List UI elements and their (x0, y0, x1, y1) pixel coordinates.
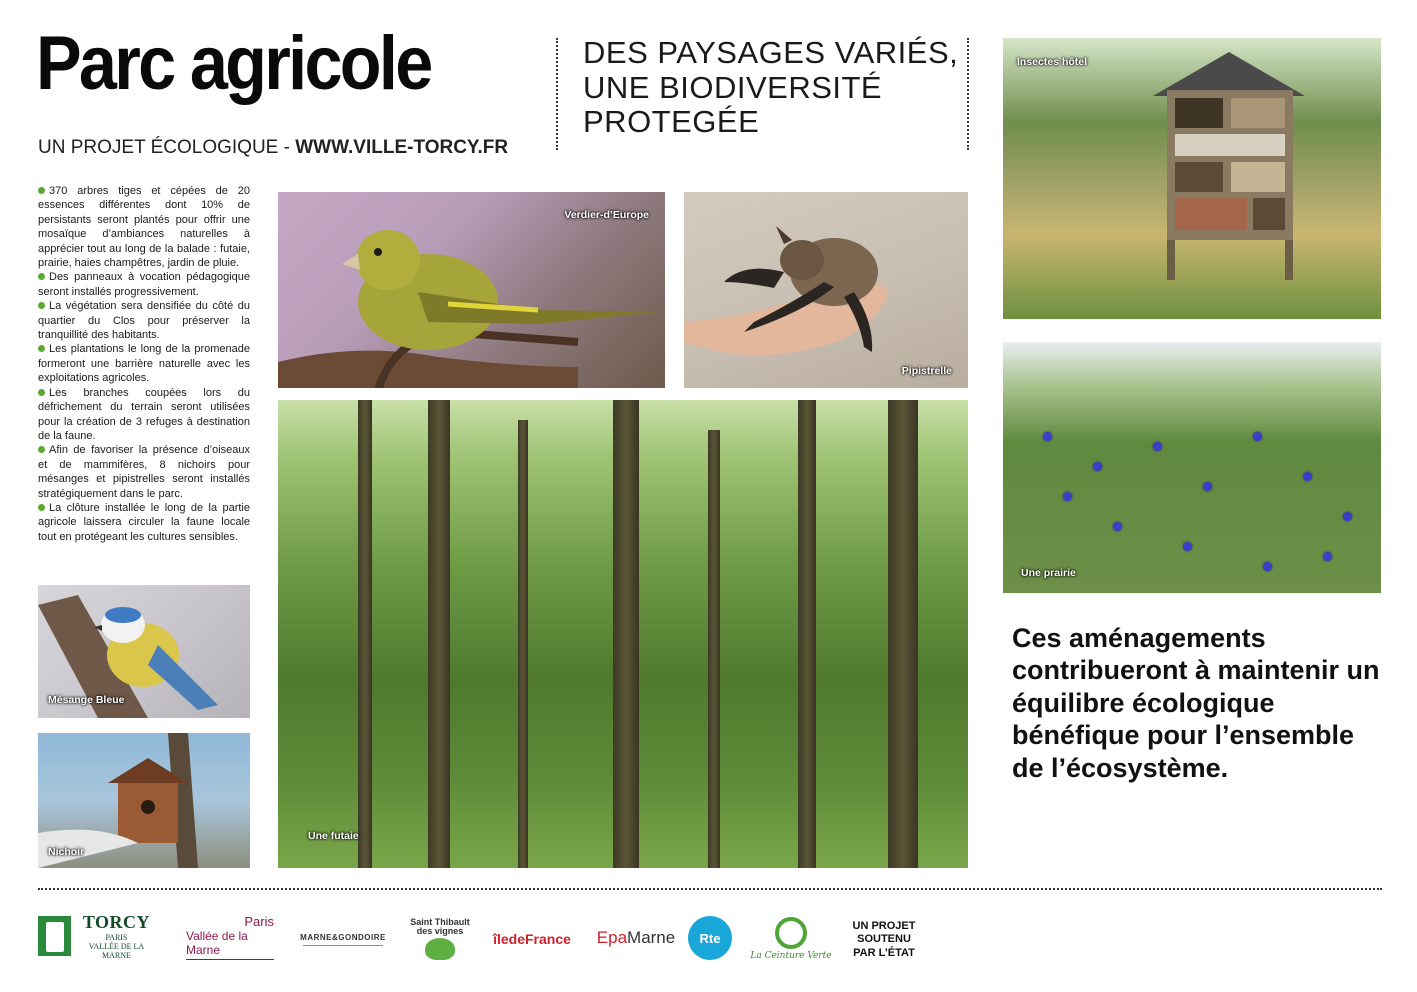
photo-pipistrelle (684, 192, 968, 388)
cornflower-icon (1343, 512, 1352, 521)
tree-trunk (708, 430, 720, 868)
photo-caption: Insectes hôtel (1017, 56, 1088, 68)
vertical-divider-left (556, 38, 558, 150)
list-item (38, 386, 250, 444)
ring-icon (775, 917, 807, 949)
photo-futaie (278, 400, 968, 868)
page-title: Parc agricole (36, 21, 431, 106)
insect-hotel-illustration (1003, 38, 1381, 319)
logo-ceinture-verte[interactable] (746, 912, 836, 966)
body-text (38, 184, 250, 544)
cornflower-icon (1303, 472, 1312, 481)
paragraph-text: La clôture installée le long de la partie agricole laissera circuler la faune locale tout en protégeant les cultures sensibles. (38, 501, 250, 543)
cornflower-icon (1113, 522, 1122, 531)
tree-trunk (428, 400, 450, 868)
headline-line: DES PAYSAGES VARIÉS, (583, 35, 959, 70)
logo-epamarne[interactable] (594, 924, 678, 952)
headline-line: UNE BIODIVERSITÉ (583, 69, 883, 105)
cornflower-icon (1093, 462, 1102, 471)
logo-text: UN PROJET (852, 920, 916, 933)
list-item (38, 184, 250, 270)
photo-caption: Pipistrelle (901, 365, 952, 377)
bullet-icon (38, 504, 45, 511)
photo-mesange (38, 585, 250, 718)
photo-caption: Une prairie (1021, 567, 1076, 579)
logo-torcy[interactable] (38, 914, 158, 958)
paragraph-text: Afin de favoriser la présence d’oiseaux et de mammifères, 8 nichoirs pour mésanges et pipistrelles seront installés stratégiquement dans le parc. (38, 444, 250, 500)
logo-marne-gondoire[interactable]: MARNE&GONDOIRE (303, 930, 383, 946)
conclusion-text: Ces aménagements contribueront à maintenir un équilibre écologique bénéfique pour l’ensemble de l’écosystème. (1012, 623, 1380, 783)
website-link[interactable]: WWW.VILLE-TORCY.FR (295, 137, 509, 158)
cornflower-icon (1043, 432, 1052, 441)
logo-etat (844, 918, 924, 962)
logo-text: Saint Thibault des vignes (410, 917, 470, 936)
list-item (38, 443, 250, 501)
tree-trunk (888, 400, 918, 868)
paragraph-text: Les branches coupées lors du défrichement du terrain seront utilisées pour la création de 3 refuges à destination de la faune. (38, 386, 250, 442)
logo-rte[interactable]: Rte (688, 916, 732, 960)
list-item (38, 342, 250, 385)
cornflower-icon (1183, 542, 1192, 551)
cornflower-icon (1203, 482, 1212, 491)
cornflower-icon (1063, 492, 1072, 501)
torcy-name: TORCY (82, 912, 151, 932)
bullet-icon (38, 273, 45, 280)
headline (583, 36, 958, 140)
leaf-icon (425, 938, 455, 960)
photo-caption: Nichoir (48, 846, 85, 858)
list-item (38, 299, 250, 342)
torcy-emblem-icon (38, 916, 71, 956)
partner-logos (38, 912, 1382, 968)
logo-text: SOUTENU (857, 933, 911, 946)
subtitle-text: UN PROJET ÉCOLOGIQUE - (38, 137, 296, 158)
cornflower-icon (1153, 442, 1162, 451)
photo-prairie (1003, 342, 1381, 593)
tree-trunk (613, 400, 639, 868)
cornflower-icon (1323, 552, 1332, 561)
tree-trunk (358, 400, 372, 868)
bat-illustration (684, 192, 968, 388)
list-item (38, 501, 250, 544)
bullet-icon (38, 345, 45, 352)
tree-trunk (798, 400, 816, 868)
bullet-icon (38, 302, 45, 309)
headline-line: PROTEGÉE (583, 104, 760, 140)
bullet-icon (38, 389, 45, 396)
photo-caption: Mésange Bleue (48, 694, 125, 706)
horizontal-divider (38, 888, 1382, 890)
logo-paris-vallee[interactable] (186, 914, 274, 960)
logo-text: Paris (244, 914, 274, 929)
cornflower-icon (1253, 432, 1262, 441)
paragraph-text: La végétation sera densifiée du côté du quartier du Clos pour préserver la tranquillité des habitants. (38, 300, 250, 342)
logo-ile-de-france[interactable]: îledeFrance (493, 931, 571, 947)
tree-trunk (518, 420, 528, 868)
logo-bar (186, 959, 274, 960)
logo-saint-thibault[interactable] (406, 912, 474, 966)
bullet-icon (38, 187, 45, 194)
photo-verdier (278, 192, 665, 388)
torcy-sub: PARIS (105, 933, 128, 942)
torcy-wordmark (75, 912, 158, 960)
logo-text: Vallée de la Marne (186, 929, 248, 957)
list-item (38, 270, 250, 299)
logo-text: Epa (596, 928, 628, 947)
logo-text: Marne (627, 928, 676, 947)
greenfinch-illustration (278, 192, 665, 388)
torcy-sub: VALLÉE DE LA MARNE (88, 942, 145, 960)
subtitle (38, 137, 508, 159)
paragraph-text: 370 arbres tiges et cépées de 20 essences différentes dont 10% de persistants seront plantés pour offrir une mosaïque d’ambiances naturelles à apprécier tout au long de la balade : futaie, prairie, haies champêtres, jardin de pluie. (38, 185, 250, 270)
cornflower-icon (1263, 562, 1272, 571)
photo-nichoir (38, 733, 250, 868)
photo-insect-hotel (1003, 38, 1381, 319)
bullet-icon (38, 446, 45, 453)
vertical-divider-right (967, 38, 969, 150)
paragraph-text: Les plantations le long de la promenade formeront une barrière naturelle avec les exploitations agricoles. (38, 343, 250, 385)
logo-text: PAR L’ÉTAT (853, 946, 915, 959)
logo-text: La Ceinture Verte (750, 951, 832, 961)
photo-caption: Une futaie (308, 830, 359, 842)
paragraph-text: Des panneaux à vocation pédagogique seront installés progressivement. (38, 271, 250, 298)
photo-caption: Verdier-d’Europe (564, 209, 649, 221)
